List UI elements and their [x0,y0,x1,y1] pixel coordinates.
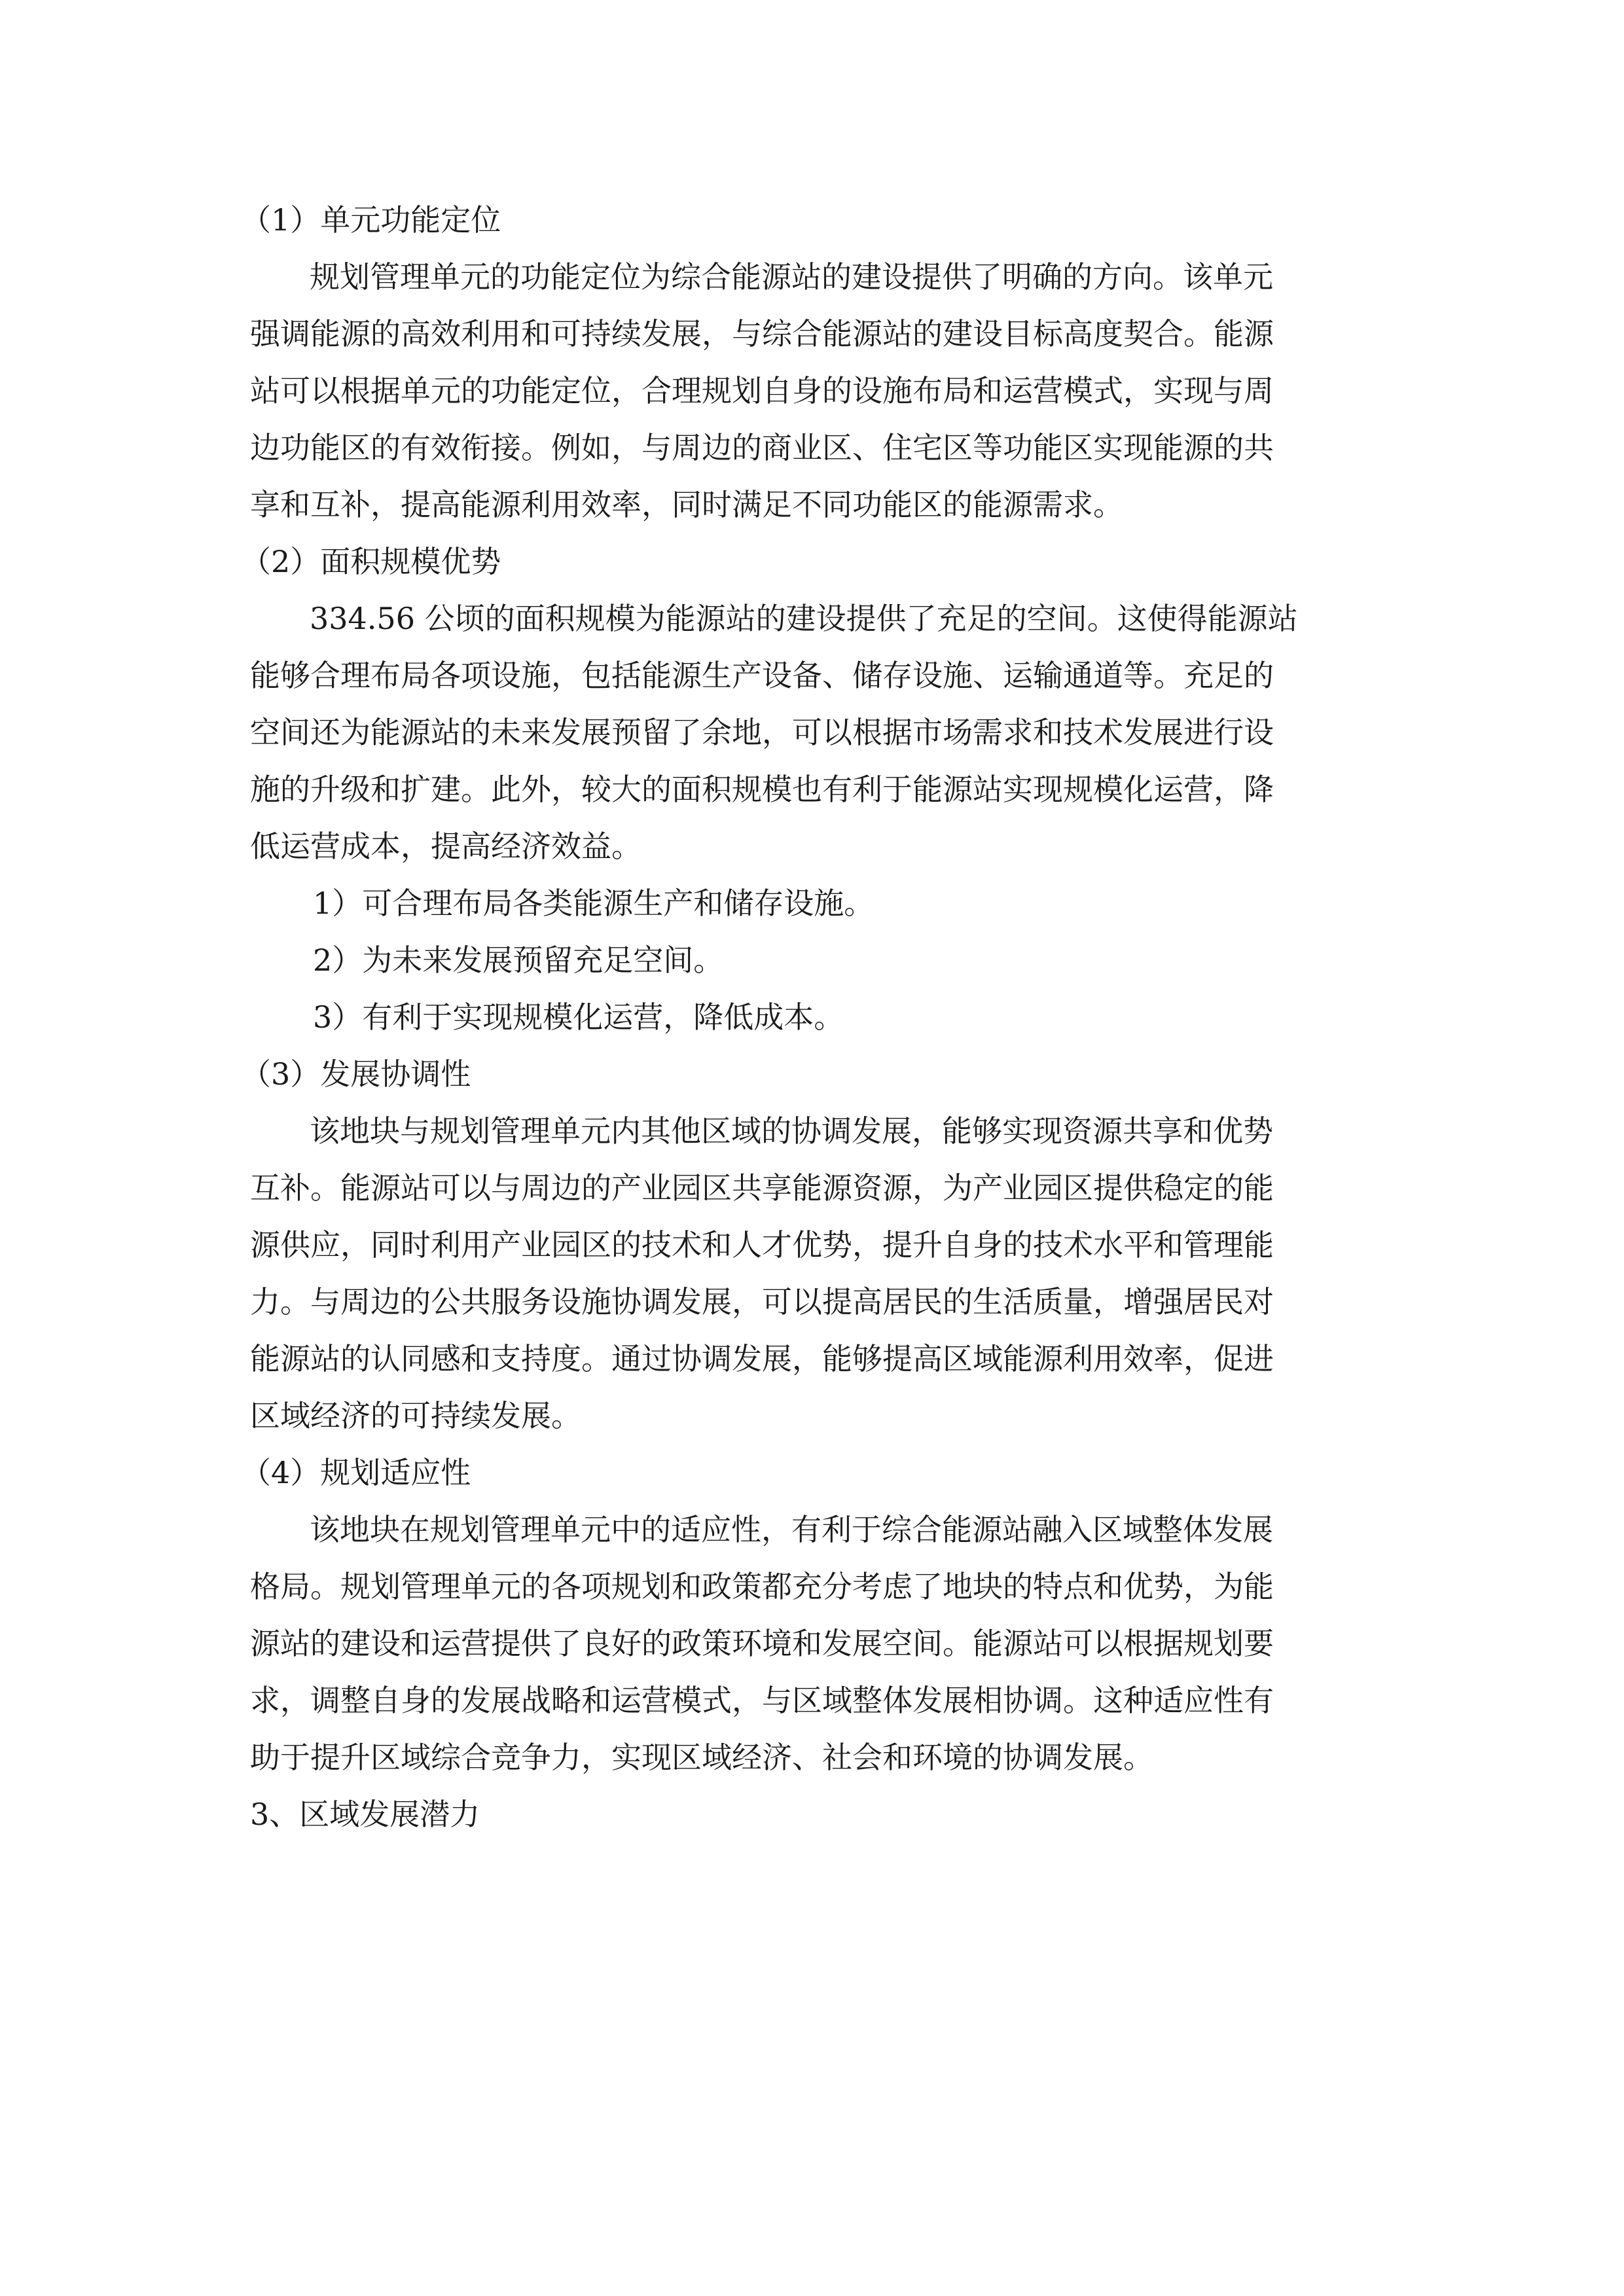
heading-planning-adaptability: （4）规划适应性 [241,1455,471,1490]
paragraph-line: 该地块与规划管理单元内其他区域的协调发展，能够实现资源共享和优势 [310,1113,1273,1149]
paragraph-line: 强调能源的高效利用和可持续发展，与综合能源站的建设目标高度契合。能源 [250,316,1274,351]
list-item: 2）为未来发展预留充足空间。 [313,942,724,978]
paragraph-line: 求，调整自身的发展战略和运营模式，与区域整体发展相协调。这种适应性有 [250,1683,1274,1718]
paragraph-line: 格局。规划管理单元的各项规划和政策都充分考虑了地块的特点和优势，为能 [250,1569,1274,1604]
paragraph-line: 源站的建设和运营提供了良好的政策环境和发展空间。能源站可以根据规划要 [250,1626,1274,1661]
heading-unit-function: （1）单元功能定位 [241,202,501,238]
paragraph-line: 力。与周边的公共服务设施协调发展，可以提高居民的生活质量，增强居民对 [250,1284,1274,1319]
paragraph-line: 边功能区的有效衔接。例如，与周边的商业区、住宅区等功能区实现能源的共 [250,430,1274,465]
paragraph-line: 享和互补，提高能源利用效率，同时满足不同功能区的能源需求。 [250,487,1123,522]
paragraph-line: 区域经济的可持续发展。 [250,1398,581,1433]
paragraph-line: 站可以根据单元的功能定位，合理规划自身的设施布局和运营模式，实现与周 [250,373,1274,408]
paragraph-line: 助于提升区域综合竞争力，实现区域经济、社会和环境的协调发展。 [250,1740,1153,1775]
paragraph-line: 该地块在规划管理单元中的适应性，有利于综合能源站融入区域整体发展 [310,1512,1273,1547]
paragraph-line: 能源站的认同感和支持度。通过协调发展，能够提高区域能源利用效率，促进 [250,1341,1274,1376]
heading-development-coordination: （3）发展协调性 [241,1056,471,1092]
section-heading-regional-potential: 3、区域发展潜力 [250,1797,480,1832]
heading-area-scale: （2）面积规模优势 [241,544,501,579]
paragraph-line: 源供应，同时利用产业园区的技术和人才优势，提升自身的技术水平和管理能 [250,1227,1274,1263]
paragraph-line: 规划管理单元的功能定位为综合能源站的建设提供了明确的方向。该单元 [310,259,1273,295]
paragraph-line: 低运营成本，提高经济效益。 [250,829,641,864]
paragraph-line: 互补。能源站可以与周边的产业园区共享能源资源，为产业园区提供稳定的能 [250,1170,1274,1206]
list-item: 1）可合理布局各类能源生产和储存设施。 [313,886,875,921]
paragraph-line: 施的升级和扩建。此外，较大的面积规模也有利于能源站实现规模化运营，降 [250,772,1274,807]
paragraph-line: 334.56 公顷的面积规模为能源站的建设提供了充足的空间。这使得能源站 [310,601,1298,636]
list-item: 3）有利于实现规模化运营，降低成本。 [313,999,844,1035]
paragraph-line: 能够合理布局各项设施，包括能源生产设备、储存设施、运输通道等。充足的 [250,658,1274,693]
paragraph-line: 空间还为能源站的未来发展预留了余地，可以根据市场需求和技术发展进行设 [250,715,1274,750]
